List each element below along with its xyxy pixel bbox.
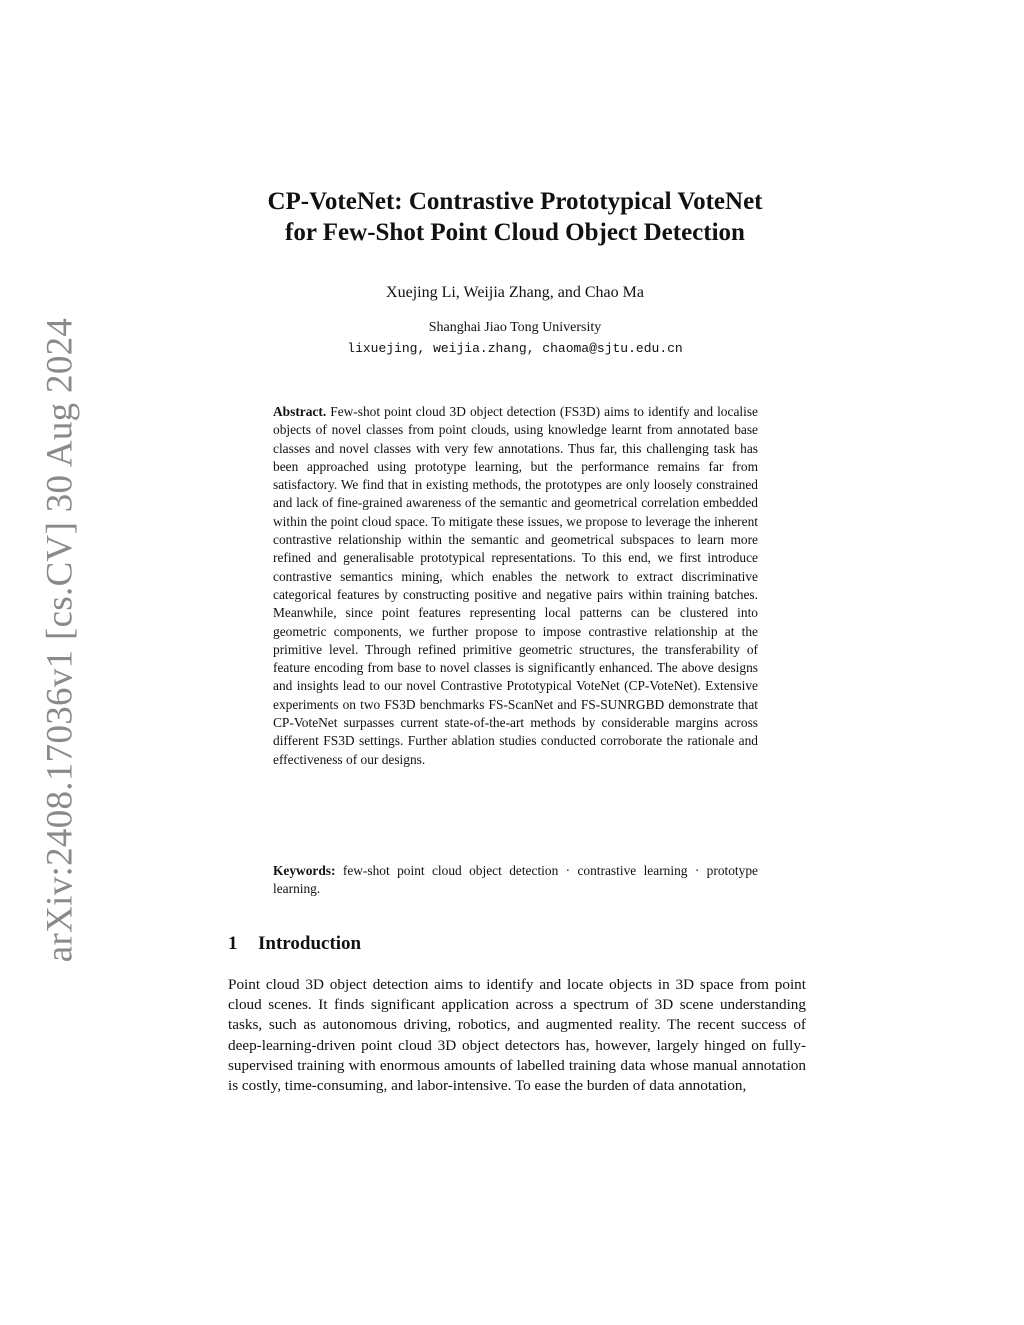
section-heading-introduction <box>228 932 361 956</box>
section-title: Introduction <box>258 933 362 954</box>
keywords-text: few-shot point cloud object detection · contrastive learning · prototype learning. <box>273 863 758 897</box>
section-number: 1 <box>228 933 238 954</box>
author-emails: lixuejing, weijia.zhang, chaoma@sjtu.edu.cn <box>347 341 683 356</box>
paper-title-line-1: CP-VoteNet: Contrastive Prototypical VoteNet <box>267 188 763 215</box>
author-list: Xuejing Li, Weijia Zhang, and Chao Ma <box>386 284 644 301</box>
keywords-block <box>273 862 758 899</box>
abstract-text: Few-shot point cloud 3D object detection (FS3D) aims to identify and localise objects of novel classes from point clouds, using knowledge learnt from annotated base classes and novel classes with very few annotations. Thus far, this challenging task has been approached using prototype learning, but the performance remains far from satisfactory. We find that in existing methods, the prototypes are only loosely constrained and lack of fine-grained awareness of the semantic and geometrical correlation embedded within the point cloud space. To mitigate these issues, we propose to leverage the inherent contrastive relationship within the semantic and geometrical subspaces to learn more refined and generalisable prototypical representations. To this end, we first introduce contrastive semantics mining, which enables the network to extract discriminative categorical features by constructing positive and negative pairs within training batches. Meanwhile, since point features representing local patterns can be clustered into geometric components, we further propose to impose contrastive relationship at the primitive level. Through refined primitive geometric structures, the transferability of feature encoding from base to novel classes is significantly enhanced. The above designs and insights lead to our novel Contrastive Prototypical VoteNet (CP-VoteNet). Extensive experiments on two FS3D benchmarks FS-ScanNet and FS-SUNRGBD demonstrate that CP-VoteNet surpasses current state-of-the-art methods by considerable margins across different FS3D settings. Further ablation studies conducted corroborate the rationale and effectiveness of our designs. <box>273 404 758 767</box>
paper-title-line-2: for Few-Shot Point Cloud Object Detection <box>285 219 745 246</box>
abstract-block <box>273 403 758 769</box>
abstract-label: Abstract. <box>273 404 327 419</box>
arxiv-identifier: arXiv:2408.17036v1 [cs.CV] 30 Aug 2024 <box>39 317 81 963</box>
paper-title <box>160 186 870 248</box>
keywords-label: Keywords: <box>273 863 336 878</box>
introduction-paragraph: Point cloud 3D object detection aims to identify and locate objects in 3D space from point cloud scenes. It finds significant application across a spectrum of 3D scene understanding tasks, such as autonomous driving, robotics, and augmented reality. The recent success of deep-learning-driven point cloud 3D object detectors has, however, largely hinged on fully-supervised training with enormous amounts of labelled training data whose manual annotation is costly, time-consuming, and labor-intensive. To ease the burden of data annotation, <box>228 976 806 1095</box>
affiliation: Shanghai Jiao Tong University <box>428 320 602 335</box>
